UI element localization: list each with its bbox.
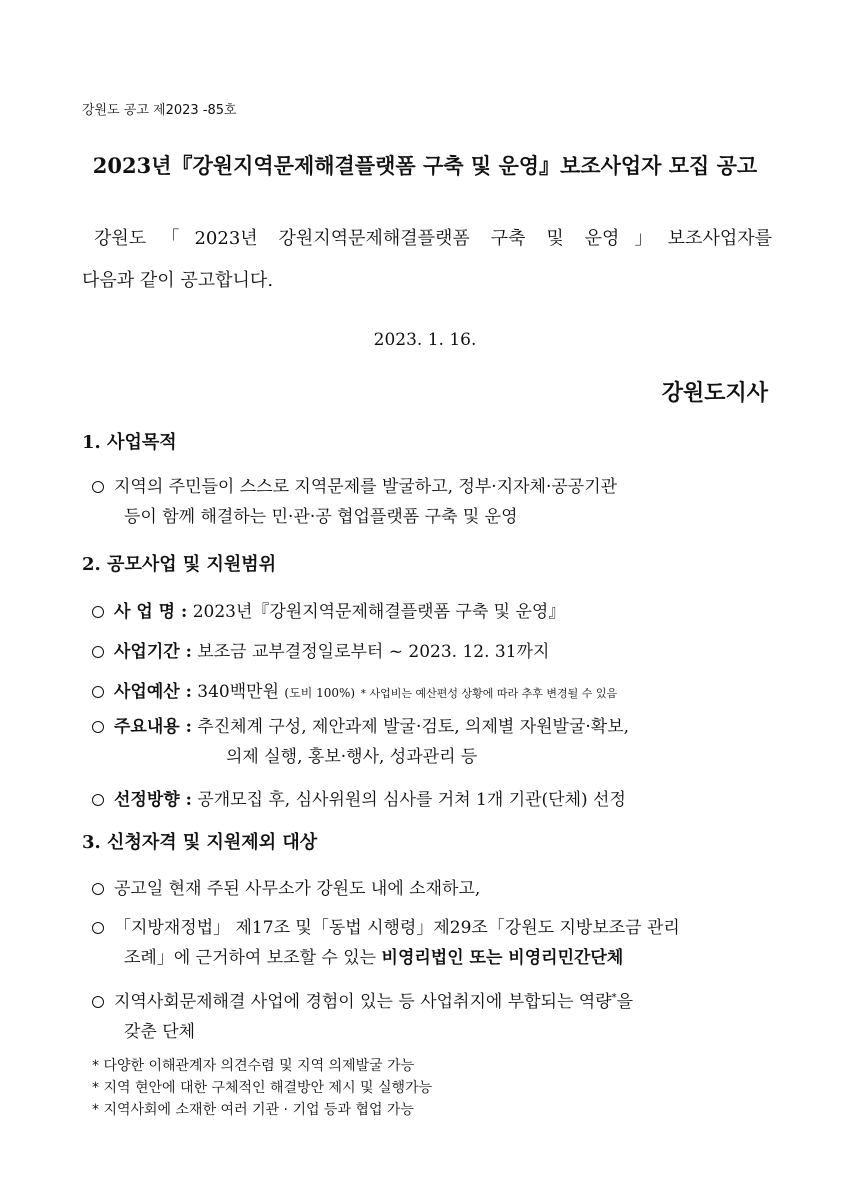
section-3-item-3-line-1-end: 을	[616, 992, 634, 1012]
section-2-heading: 2. 공모사업 및 지원범위	[82, 554, 277, 575]
section-3-item-3	[92, 987, 633, 1012]
note-1: * 다양한 이해관계자 의견수렴 및 지역 의제발굴 가능	[92, 1058, 415, 1074]
section-2-item-contents-line-2: 의제 실행, 홍보·행사, 성과관리 등	[226, 747, 478, 767]
notice-number: 강원도 공고 제2023 -85호	[82, 103, 237, 118]
budget-share: (도비 100%)	[284, 686, 356, 700]
announcement-date: 2023. 1. 16.	[373, 330, 477, 350]
section-2-item-contents	[92, 712, 772, 737]
item-label: 사업예산 :	[114, 682, 192, 702]
item-label: 주요내용 :	[114, 717, 192, 737]
item-value: 340백만원	[197, 682, 280, 702]
circle-bullet-icon	[92, 646, 104, 658]
section-1-item	[92, 472, 772, 497]
item-value: 추진체계 구성, 제안과제 발굴·검토, 의제별 자원발굴·확보,	[197, 717, 630, 737]
circle-bullet-icon	[92, 996, 104, 1008]
circle-bullet-icon	[92, 721, 104, 733]
item-2-eligible-entities: 비영리법인 또는 비영리민간단체	[381, 948, 624, 968]
circle-bullet-icon	[92, 883, 104, 895]
item-value: 보조금 교부결정일로부터 ~ 2023. 12. 31까지	[197, 642, 550, 662]
item-value: 2023년『강원지역문제해결플랫폼 구축 및 운영』	[192, 602, 566, 622]
intro-line-1: 강원도「2023년 강원지역문제해결플랫폼 구축 및 운영」보조사업자를	[94, 228, 772, 249]
signatory: 강원도지사	[661, 380, 768, 406]
section-2-item-selection	[92, 785, 626, 810]
footnote-star: *	[611, 992, 617, 1004]
circle-bullet-icon	[92, 606, 104, 618]
document-title: 2023년『강원지역문제해결플랫폼 구축 및 운영』보조사업자 모집 공고	[92, 153, 758, 178]
section-1-item-line-2: 등이 함께 해결하는 민·관·공 협업플랫폼 구축 및 운영	[124, 507, 518, 527]
section-3-item-2	[92, 913, 680, 938]
item-label: 사업기간 :	[114, 642, 192, 662]
item-2-prefix: 조례」에 근거하여 보조할 수 있는	[124, 948, 382, 968]
circle-bullet-icon	[92, 481, 104, 493]
section-1-heading: 1. 사업목적	[82, 432, 177, 453]
section-2-item-project-name	[92, 597, 565, 622]
circle-bullet-icon	[92, 922, 104, 934]
item-value: 공개모집 후, 심사위원의 심사를 거쳐 1개 기관(단체) 선정	[197, 790, 626, 810]
section-3-item-1-text: 공고일 현재 주된 사무소가 강원도 내에 소재하고,	[114, 879, 481, 899]
section-3-item-1	[92, 874, 480, 899]
section-3-item-3-line-2: 갖춘 단체	[124, 1022, 196, 1042]
section-3-heading: 3. 신청자격 및 지원제외 대상	[82, 832, 318, 853]
circle-bullet-icon	[92, 794, 104, 806]
budget-footnote: * 사업비는 예산편성 상황에 따라 추후 변경될 수 있음	[360, 687, 618, 700]
note-2: * 지역 현안에 대한 구체적인 해결방안 제시 및 실행가능	[92, 1080, 433, 1096]
section-3-item-2-line-1: 「지방재정법」 제17조 및「동법 시행령」제29조「강원도 지방보조금 관리	[114, 918, 680, 938]
item-label: 선정방향 :	[114, 790, 192, 810]
section-3-item-2-line-2	[124, 943, 623, 968]
intro-line-2: 다음과 같이 공고합니다.	[82, 270, 274, 291]
note-3: * 지역사회에 소재한 여러 기관 · 기업 등과 협업 가능	[92, 1102, 414, 1118]
item-label: 사 업 명 :	[114, 602, 188, 622]
section-2-item-period	[92, 637, 549, 662]
circle-bullet-icon	[92, 686, 104, 698]
section-1-item-line-1: 지역의 주민들이 스스로 지역문제를 발굴하고, 정부·지자체·공공기관	[114, 477, 618, 497]
section-2-item-budget	[92, 677, 617, 702]
section-3-item-3-line-1: 지역사회문제해결 사업에 경험이 있는 등 사업취지에 부합되는 역량	[114, 992, 612, 1012]
